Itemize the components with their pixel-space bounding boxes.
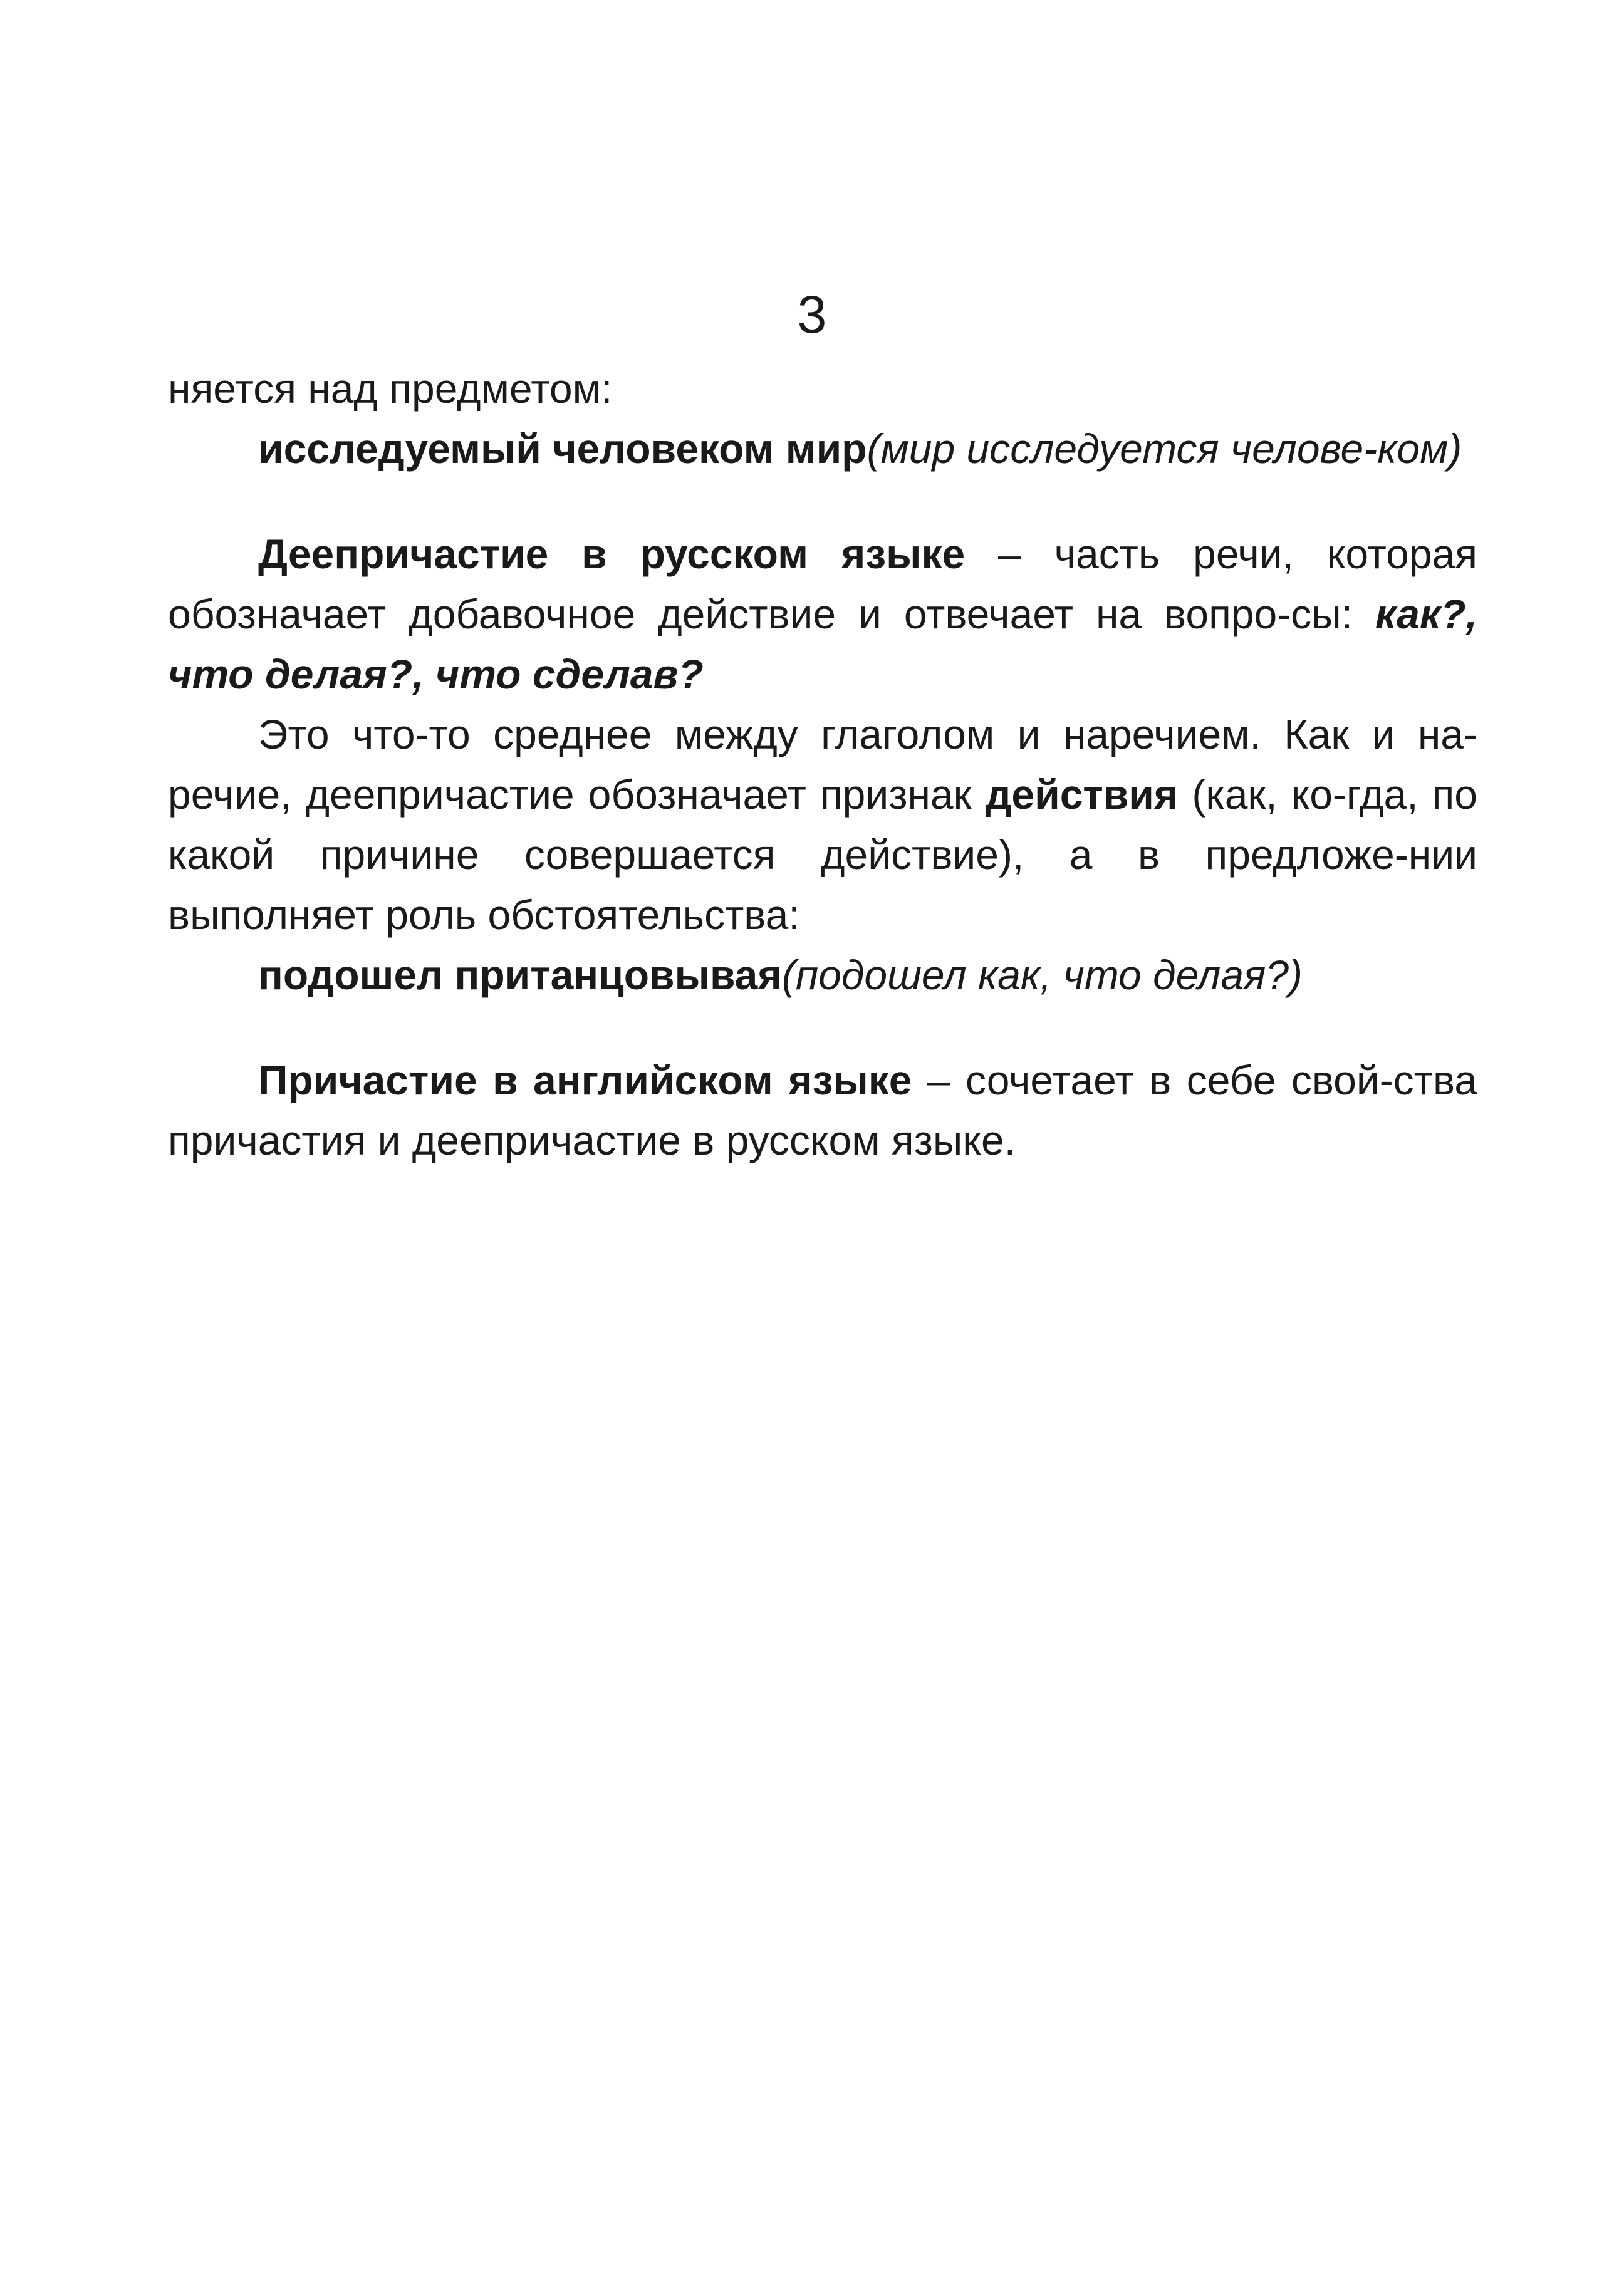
term-english-participle: Причастие в английском языке xyxy=(258,1057,912,1103)
page-number: 3 xyxy=(797,285,827,344)
term-gerund: Деепричастие в русском языке xyxy=(258,531,966,577)
example-explanation: (подошел как, что делая?) xyxy=(781,952,1303,998)
example-explanation: (мир исследуется челове-ком) xyxy=(867,425,1462,472)
definition-paragraph-gerund xyxy=(168,524,1477,704)
document-body xyxy=(168,358,1477,1170)
gerund-questions: как?, что делая?, что сделав? xyxy=(168,591,1477,697)
example-phrase: исследуемый человеком мир xyxy=(258,425,867,472)
explanation-paragraph xyxy=(168,704,1477,945)
explanation-text-end: (как, ко-гда, по какой причине совершается действие), а в предложе-нии выполняет роль обстоятельства: xyxy=(168,771,1478,938)
definition-text: – сочетает в себе свой-ства причастия и деепричастие в русском языке. xyxy=(168,1057,1477,1163)
explanation-text-start: Это что-то среднее между глаголом и наречием. Как и на-речие, деепричастие обозначает признак xyxy=(168,711,1477,818)
emphasis-action: действия xyxy=(985,771,1179,818)
example-paragraph-gerund xyxy=(168,945,1477,1005)
example-paragraph-participle xyxy=(168,418,1477,479)
definition-paragraph-english-participle xyxy=(168,1050,1477,1170)
continuation-text: няется над предметом: xyxy=(168,365,613,412)
example-phrase: подошел пританцовывая xyxy=(258,952,782,998)
definition-text: – часть речи, которая обозначает добавочное действие и отвечает на вопро-сы: xyxy=(168,531,1477,637)
paragraph-continuation xyxy=(168,358,1477,418)
